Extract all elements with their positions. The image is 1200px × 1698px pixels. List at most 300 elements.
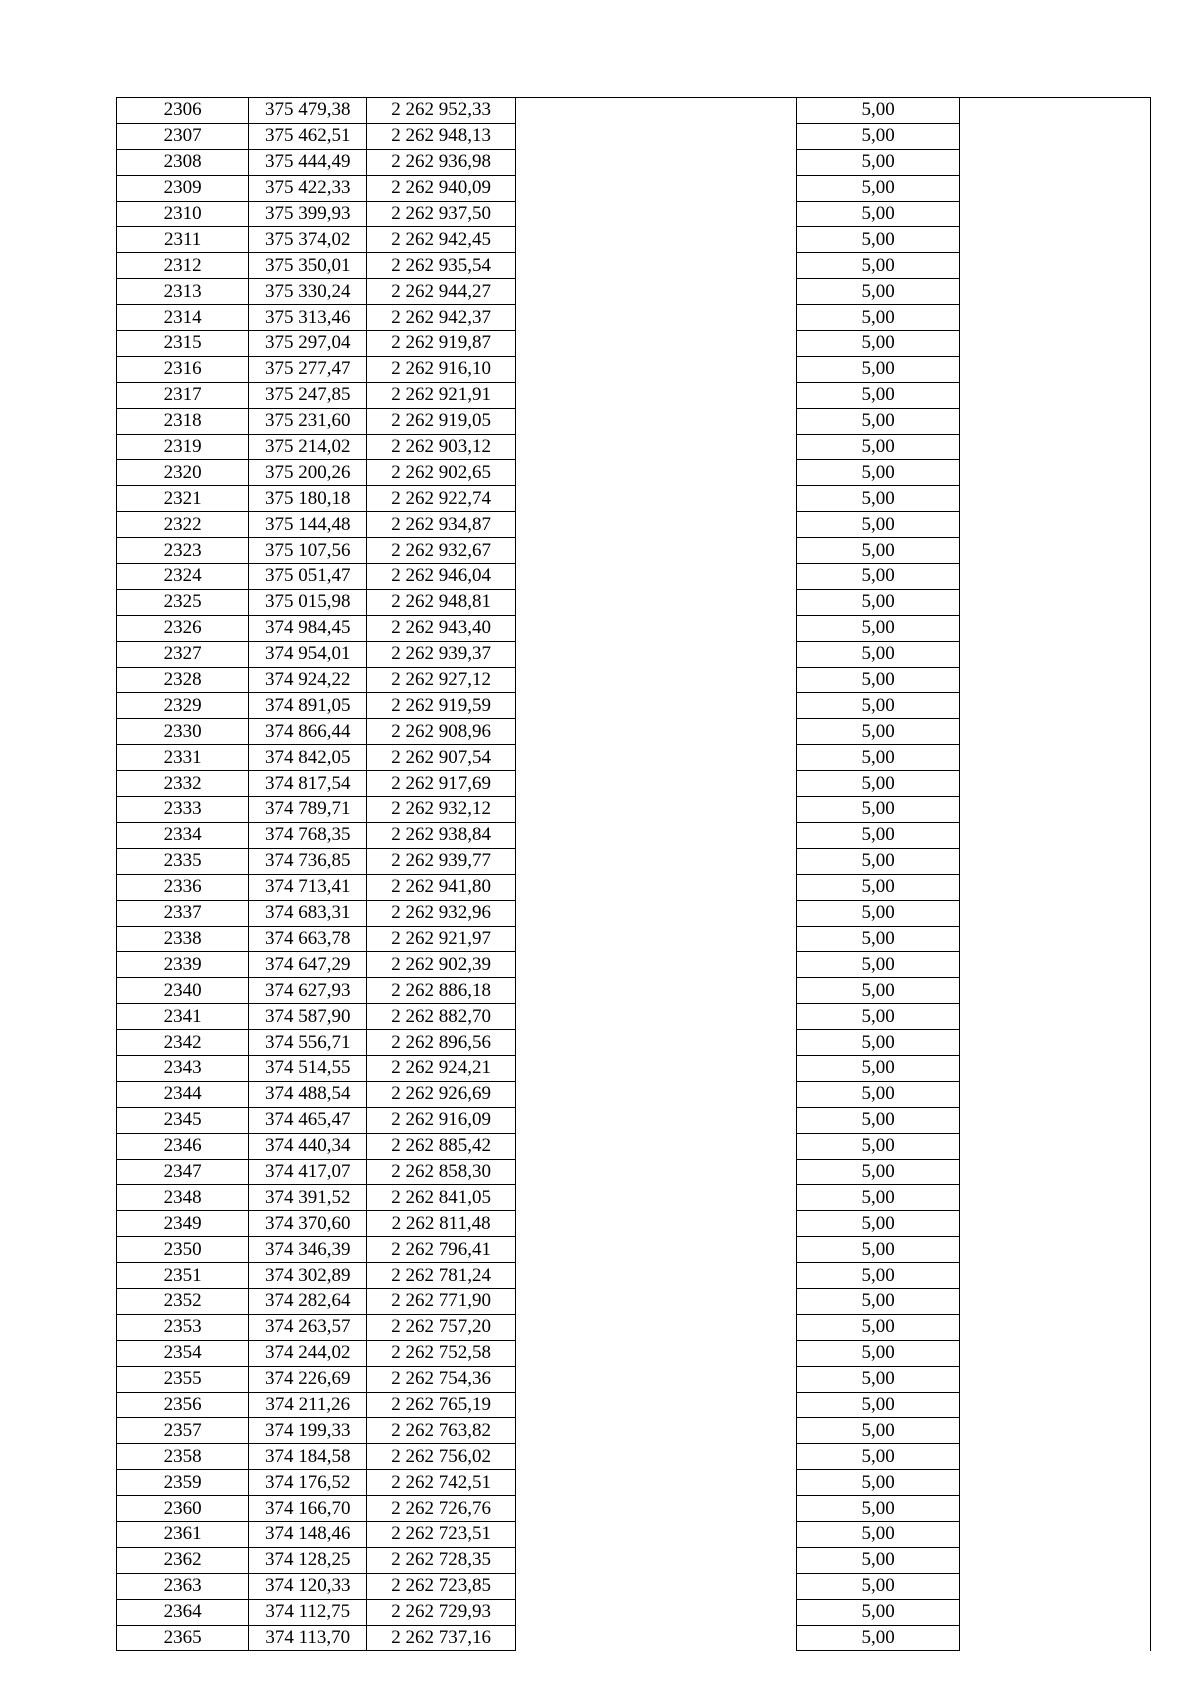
cell-y-coordinate: 2 262 756,02 [367,1444,516,1470]
cell-x-coordinate: 375 399,93 [249,201,367,227]
cell-empty-column [960,1211,1151,1237]
cell-y-coordinate: 2 262 942,45 [367,227,516,253]
cell-empty-column [960,1625,1151,1651]
cell-empty-column [960,1133,1151,1159]
cell-empty-column [516,460,797,486]
cell-empty-column [960,1288,1151,1314]
cell-x-coordinate: 374 842,05 [249,745,367,771]
table-row [117,1159,1151,1185]
table-row [117,719,1151,745]
cell-empty-column [960,978,1151,1004]
cell-x-coordinate: 374 713,41 [249,874,367,900]
cell-y-coordinate: 2 262 903,12 [367,434,516,460]
cell-y-coordinate: 2 262 948,81 [367,589,516,615]
cell-x-coordinate: 374 211,26 [249,1392,367,1418]
cell-x-coordinate: 374 488,54 [249,1081,367,1107]
cell-y-coordinate: 2 262 771,90 [367,1288,516,1314]
cell-empty-column [960,486,1151,512]
table-row [117,589,1151,615]
cell-point-number: 2358 [117,1444,249,1470]
cell-point-number: 2334 [117,822,249,848]
cell-empty-column [516,434,797,460]
table-row [117,408,1151,434]
cell-empty-column [960,201,1151,227]
cell-empty-column [516,1237,797,1263]
cell-empty-column [516,952,797,978]
cell-empty-column [516,822,797,848]
table-row [117,667,1151,693]
cell-point-number: 2316 [117,356,249,382]
cell-empty-column [960,900,1151,926]
cell-point-number: 2353 [117,1314,249,1340]
cell-y-coordinate: 2 262 921,97 [367,926,516,952]
cell-empty-column [516,1470,797,1496]
cell-empty-column [516,667,797,693]
cell-point-number: 2349 [117,1211,249,1237]
table-row [117,1521,1151,1547]
cell-empty-column [960,797,1151,823]
cell-value: 5,00 [797,460,960,486]
cell-empty-column [516,1288,797,1314]
cell-empty-column [960,848,1151,874]
cell-empty-column [516,1004,797,1030]
table-row [117,1314,1151,1340]
cell-value: 5,00 [797,1237,960,1263]
table-row [117,615,1151,641]
cell-point-number: 2312 [117,253,249,279]
cell-y-coordinate: 2 262 907,54 [367,745,516,771]
cell-value: 5,00 [797,1004,960,1030]
cell-point-number: 2332 [117,771,249,797]
cell-y-coordinate: 2 262 922,74 [367,486,516,512]
cell-y-coordinate: 2 262 936,98 [367,149,516,175]
cell-point-number: 2326 [117,615,249,641]
cell-x-coordinate: 375 350,01 [249,253,367,279]
cell-empty-column [960,1030,1151,1056]
table-row [117,564,1151,590]
cell-y-coordinate: 2 262 942,37 [367,305,516,331]
cell-empty-column [516,900,797,926]
cell-empty-column [516,926,797,952]
cell-value: 5,00 [797,952,960,978]
cell-x-coordinate: 374 465,47 [249,1107,367,1133]
cell-value: 5,00 [797,123,960,149]
cell-value: 5,00 [797,486,960,512]
cell-x-coordinate: 374 627,93 [249,978,367,1004]
cell-empty-column [516,1055,797,1081]
cell-point-number: 2363 [117,1573,249,1599]
cell-value: 5,00 [797,848,960,874]
cell-value: 5,00 [797,253,960,279]
cell-x-coordinate: 375 479,38 [249,98,367,124]
cell-value: 5,00 [797,926,960,952]
cell-empty-column [516,1263,797,1289]
cell-point-number: 2327 [117,641,249,667]
cell-empty-column [960,1263,1151,1289]
cell-empty-column [516,745,797,771]
cell-empty-column [960,1159,1151,1185]
table-row [117,331,1151,357]
cell-empty-column [516,1340,797,1366]
cell-point-number: 2339 [117,952,249,978]
cell-y-coordinate: 2 262 941,80 [367,874,516,900]
cell-y-coordinate: 2 262 885,42 [367,1133,516,1159]
cell-empty-column [960,538,1151,564]
cell-empty-column [960,564,1151,590]
cell-x-coordinate: 375 015,98 [249,589,367,615]
table-row [117,279,1151,305]
cell-y-coordinate: 2 262 858,30 [367,1159,516,1185]
table-row [117,1444,1151,1470]
cell-empty-column [960,1107,1151,1133]
cell-value: 5,00 [797,538,960,564]
cell-y-coordinate: 2 262 927,12 [367,667,516,693]
cell-y-coordinate: 2 262 757,20 [367,1314,516,1340]
cell-empty-column [960,408,1151,434]
cell-empty-column [516,1547,797,1573]
table-row [117,175,1151,201]
cell-x-coordinate: 374 556,71 [249,1030,367,1056]
table-row [117,1237,1151,1263]
cell-value: 5,00 [797,771,960,797]
cell-empty-column [960,1237,1151,1263]
cell-point-number: 2311 [117,227,249,253]
cell-empty-column [960,1392,1151,1418]
cell-y-coordinate: 2 262 946,04 [367,564,516,590]
cell-y-coordinate: 2 262 886,18 [367,978,516,1004]
cell-value: 5,00 [797,1418,960,1444]
cell-y-coordinate: 2 262 902,65 [367,460,516,486]
table-row [117,771,1151,797]
cell-point-number: 2324 [117,564,249,590]
cell-empty-column [516,1314,797,1340]
table-row [117,797,1151,823]
cell-empty-column [516,589,797,615]
table-row [117,356,1151,382]
cell-x-coordinate: 374 128,25 [249,1547,367,1573]
cell-empty-column [516,1030,797,1056]
cell-x-coordinate: 375 313,46 [249,305,367,331]
cell-y-coordinate: 2 262 921,91 [367,382,516,408]
cell-value: 5,00 [797,279,960,305]
cell-point-number: 2309 [117,175,249,201]
cell-y-coordinate: 2 262 763,82 [367,1418,516,1444]
cell-empty-column [960,952,1151,978]
cell-empty-column [516,149,797,175]
cell-empty-column [516,253,797,279]
cell-point-number: 2345 [117,1107,249,1133]
cell-empty-column [516,1521,797,1547]
cell-empty-column [516,1599,797,1625]
cell-y-coordinate: 2 262 811,48 [367,1211,516,1237]
cell-empty-column [960,1496,1151,1522]
cell-y-coordinate: 2 262 765,19 [367,1392,516,1418]
cell-x-coordinate: 375 231,60 [249,408,367,434]
cell-empty-column [516,356,797,382]
cell-empty-column [516,201,797,227]
cell-x-coordinate: 374 391,52 [249,1185,367,1211]
cell-empty-column [516,123,797,149]
cell-x-coordinate: 374 954,01 [249,641,367,667]
cell-x-coordinate: 374 113,70 [249,1625,367,1651]
table-row [117,1211,1151,1237]
cell-point-number: 2317 [117,382,249,408]
cell-empty-column [960,1521,1151,1547]
cell-empty-column [516,382,797,408]
cell-point-number: 2313 [117,279,249,305]
table-row [117,900,1151,926]
cell-value: 5,00 [797,434,960,460]
table-row [117,1547,1151,1573]
table-row [117,1496,1151,1522]
cell-point-number: 2307 [117,123,249,149]
cell-y-coordinate: 2 262 781,24 [367,1263,516,1289]
cell-x-coordinate: 375 297,04 [249,331,367,357]
cell-empty-column [516,279,797,305]
cell-value: 5,00 [797,98,960,124]
cell-y-coordinate: 2 262 752,58 [367,1340,516,1366]
table-row [117,926,1151,952]
cell-point-number: 2352 [117,1288,249,1314]
cell-empty-column [960,822,1151,848]
cell-empty-column [516,1211,797,1237]
cell-x-coordinate: 374 587,90 [249,1004,367,1030]
cell-value: 5,00 [797,1625,960,1651]
cell-x-coordinate: 374 370,60 [249,1211,367,1237]
cell-value: 5,00 [797,615,960,641]
table-row [117,1340,1151,1366]
cell-y-coordinate: 2 262 919,59 [367,693,516,719]
cell-empty-column [960,382,1151,408]
table-row [117,305,1151,331]
cell-value: 5,00 [797,408,960,434]
cell-x-coordinate: 375 422,33 [249,175,367,201]
cell-y-coordinate: 2 262 726,76 [367,1496,516,1522]
cell-x-coordinate: 374 984,45 [249,615,367,641]
table-row [117,1288,1151,1314]
cell-value: 5,00 [797,1573,960,1599]
cell-x-coordinate: 375 214,02 [249,434,367,460]
cell-y-coordinate: 2 262 896,56 [367,1030,516,1056]
table-row [117,1625,1151,1651]
cell-point-number: 2359 [117,1470,249,1496]
cell-value: 5,00 [797,382,960,408]
cell-y-coordinate: 2 262 924,21 [367,1055,516,1081]
cell-empty-column [960,1340,1151,1366]
table-row [117,952,1151,978]
table-row [117,1107,1151,1133]
cell-x-coordinate: 374 789,71 [249,797,367,823]
cell-empty-column [960,1470,1151,1496]
cell-x-coordinate: 374 263,57 [249,1314,367,1340]
cell-empty-column [960,1366,1151,1392]
table-row [117,149,1151,175]
cell-x-coordinate: 374 302,89 [249,1263,367,1289]
cell-value: 5,00 [797,512,960,538]
cell-x-coordinate: 374 166,70 [249,1496,367,1522]
cell-empty-column [960,305,1151,331]
cell-x-coordinate: 374 199,33 [249,1418,367,1444]
cell-empty-column [516,486,797,512]
table-row [117,822,1151,848]
cell-value: 5,00 [797,667,960,693]
table-row [117,978,1151,1004]
cell-empty-column [960,123,1151,149]
cell-value: 5,00 [797,1599,960,1625]
cell-y-coordinate: 2 262 919,05 [367,408,516,434]
table-row [117,382,1151,408]
cell-empty-column [516,1107,797,1133]
cell-point-number: 2319 [117,434,249,460]
cell-y-coordinate: 2 262 742,51 [367,1470,516,1496]
cell-point-number: 2330 [117,719,249,745]
cell-value: 5,00 [797,1470,960,1496]
cell-value: 5,00 [797,1159,960,1185]
cell-empty-column [516,227,797,253]
cell-empty-column [960,719,1151,745]
cell-point-number: 2331 [117,745,249,771]
table-row [117,1055,1151,1081]
cell-value: 5,00 [797,149,960,175]
cell-y-coordinate: 2 262 728,35 [367,1547,516,1573]
cell-empty-column [960,253,1151,279]
cell-x-coordinate: 374 226,69 [249,1366,367,1392]
cell-empty-column [960,641,1151,667]
cell-point-number: 2364 [117,1599,249,1625]
cell-point-number: 2338 [117,926,249,952]
table-row [117,1418,1151,1444]
cell-x-coordinate: 374 768,35 [249,822,367,848]
cell-x-coordinate: 375 277,47 [249,356,367,382]
table-row [117,1133,1151,1159]
cell-value: 5,00 [797,1211,960,1237]
cell-point-number: 2355 [117,1366,249,1392]
cell-point-number: 2337 [117,900,249,926]
cell-point-number: 2357 [117,1418,249,1444]
cell-empty-column [516,1573,797,1599]
cell-empty-column [516,1496,797,1522]
cell-empty-column [516,1159,797,1185]
cell-empty-column [960,149,1151,175]
cell-x-coordinate: 375 144,48 [249,512,367,538]
cell-empty-column [960,227,1151,253]
cell-y-coordinate: 2 262 729,93 [367,1599,516,1625]
cell-point-number: 2328 [117,667,249,693]
cell-value: 5,00 [797,797,960,823]
cell-empty-column [960,1599,1151,1625]
table-row [117,1470,1151,1496]
cell-value: 5,00 [797,1314,960,1340]
table-row [117,1185,1151,1211]
cell-empty-column [960,1185,1151,1211]
cell-x-coordinate: 374 346,39 [249,1237,367,1263]
cell-empty-column [516,641,797,667]
cell-y-coordinate: 2 262 916,09 [367,1107,516,1133]
cell-point-number: 2318 [117,408,249,434]
cell-empty-column [516,1133,797,1159]
table-row [117,538,1151,564]
cell-y-coordinate: 2 262 937,50 [367,201,516,227]
cell-y-coordinate: 2 262 934,87 [367,512,516,538]
cell-value: 5,00 [797,1107,960,1133]
cell-value: 5,00 [797,1288,960,1314]
cell-empty-column [960,175,1151,201]
cell-value: 5,00 [797,356,960,382]
cell-empty-column [960,1004,1151,1030]
table-body [117,98,1151,1651]
cell-point-number: 2341 [117,1004,249,1030]
cell-point-number: 2321 [117,486,249,512]
table-row [117,1599,1151,1625]
cell-value: 5,00 [797,978,960,1004]
cell-x-coordinate: 375 051,47 [249,564,367,590]
table-row [117,227,1151,253]
cell-point-number: 2323 [117,538,249,564]
table-row [117,123,1151,149]
cell-point-number: 2340 [117,978,249,1004]
cell-empty-column [960,279,1151,305]
cell-y-coordinate: 2 262 943,40 [367,615,516,641]
cell-x-coordinate: 374 148,46 [249,1521,367,1547]
cell-empty-column [516,538,797,564]
cell-value: 5,00 [797,1547,960,1573]
cell-empty-column [516,797,797,823]
cell-value: 5,00 [797,1030,960,1056]
cell-y-coordinate: 2 262 935,54 [367,253,516,279]
cell-point-number: 2320 [117,460,249,486]
cell-y-coordinate: 2 262 723,51 [367,1521,516,1547]
cell-empty-column [960,1573,1151,1599]
table-row [117,1081,1151,1107]
cell-empty-column [516,615,797,641]
cell-x-coordinate: 374 440,34 [249,1133,367,1159]
cell-empty-column [516,305,797,331]
table-row [117,848,1151,874]
cell-value: 5,00 [797,1133,960,1159]
cell-y-coordinate: 2 262 939,37 [367,641,516,667]
cell-empty-column [960,434,1151,460]
cell-empty-column [516,331,797,357]
cell-empty-column [516,564,797,590]
cell-empty-column [516,771,797,797]
cell-point-number: 2314 [117,305,249,331]
cell-value: 5,00 [797,719,960,745]
cell-x-coordinate: 374 866,44 [249,719,367,745]
cell-point-number: 2350 [117,1237,249,1263]
cell-point-number: 2322 [117,512,249,538]
cell-x-coordinate: 375 200,26 [249,460,367,486]
cell-point-number: 2329 [117,693,249,719]
cell-empty-column [516,512,797,538]
cell-x-coordinate: 375 247,85 [249,382,367,408]
cell-x-coordinate: 374 176,52 [249,1470,367,1496]
table-row [117,98,1151,124]
cell-empty-column [960,771,1151,797]
cell-y-coordinate: 2 262 919,87 [367,331,516,357]
cell-value: 5,00 [797,305,960,331]
cell-empty-column [960,745,1151,771]
cell-x-coordinate: 375 330,24 [249,279,367,305]
cell-x-coordinate: 374 663,78 [249,926,367,952]
cell-empty-column [960,693,1151,719]
cell-y-coordinate: 2 262 940,09 [367,175,516,201]
cell-y-coordinate: 2 262 932,67 [367,538,516,564]
cell-x-coordinate: 375 180,18 [249,486,367,512]
cell-empty-column [960,98,1151,124]
cell-empty-column [516,1081,797,1107]
cell-x-coordinate: 374 184,58 [249,1444,367,1470]
cell-empty-column [960,1055,1151,1081]
